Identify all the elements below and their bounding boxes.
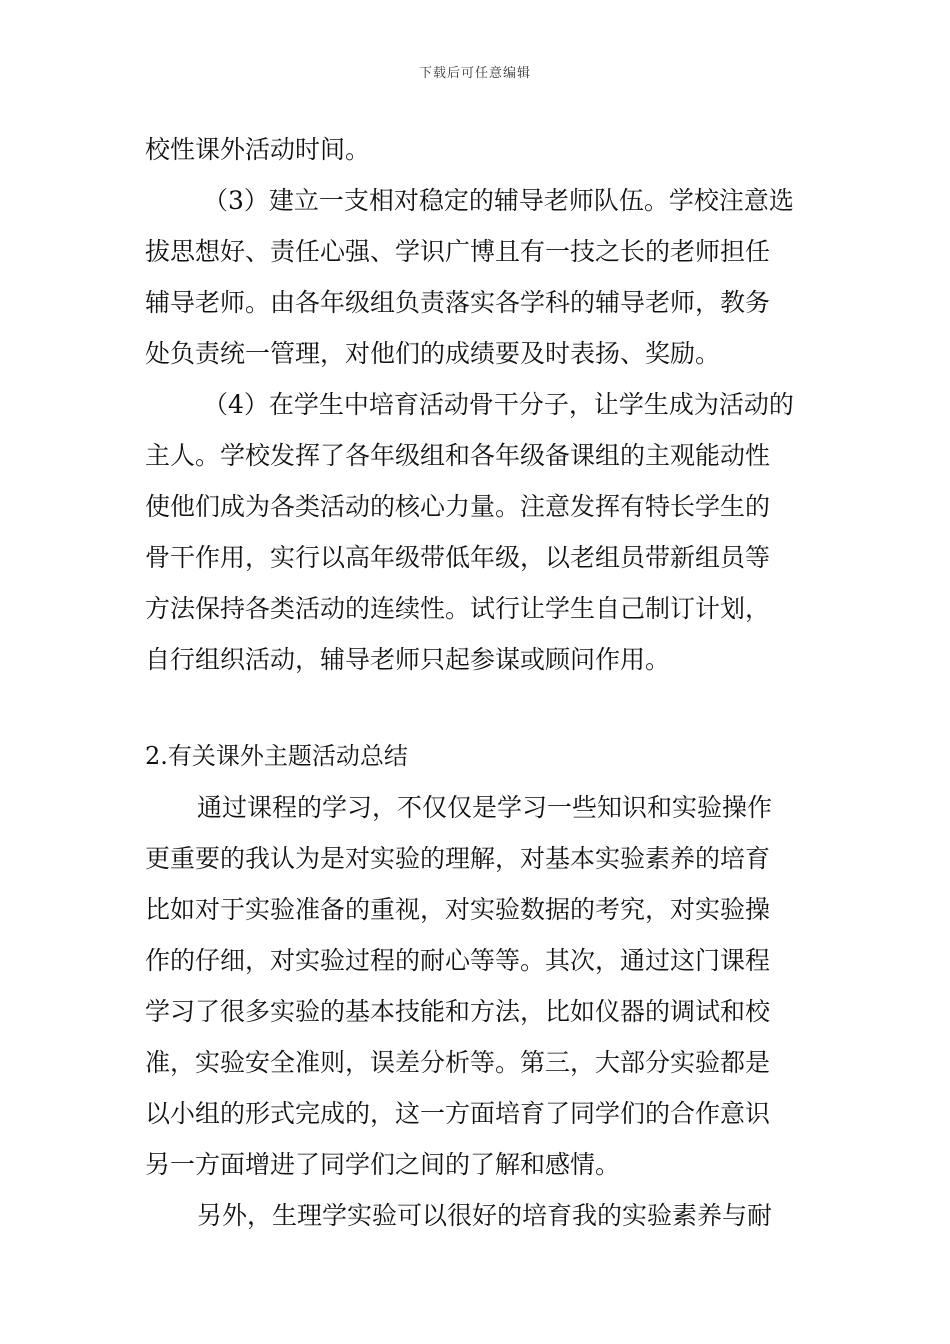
paragraph-line: 以小组的形式完成的，这一方面培育了同学们的合作意识: [145, 1099, 771, 1128]
page-header: 下载后可任意编辑: [418, 66, 531, 81]
paragraph-line: 使他们成为各类活动的核心力量。注意发挥有特长学生的: [145, 492, 771, 521]
paragraph-line: 自行组织活动，辅导老师只起参谋或顾问作用。: [145, 645, 671, 674]
paragraph-line: 通过课程的学习，不仅仅是学习一些知识和实验操作: [197, 793, 773, 822]
paragraph-line: 主人。学校发挥了各年级组和各年级备课组的主观能动性: [145, 441, 771, 470]
paragraph-line: 准，实验安全准则，误差分析等。第三，大部分实验都是: [145, 1048, 771, 1077]
paragraph-line: 更重要的我认为是对实验的理解，对基本实验素养的培育: [145, 844, 771, 873]
paragraph-line: （3）建立一支相对稳定的辅导老师队伍。学校注意选: [203, 186, 794, 215]
paragraph-line: 比如对于实验准备的重视，对实验数据的考究，对实验操: [145, 895, 771, 924]
paragraph-line: 校性课外活动时间。: [145, 135, 371, 164]
paragraph-line: 辅导老师。由各年级组负责落实各学科的辅导老师，教务: [145, 288, 771, 317]
paragraph-line: 骨干作用，实行以高年级带低年级，以老组员带新组员等: [145, 543, 771, 572]
section-heading: 2.有关课外主题活动总结: [145, 742, 408, 770]
paragraph-line: 另一方面增进了同学们之间的了解和感情。: [145, 1150, 621, 1179]
paragraph-line: 处负责统一管理，对他们的成绩要及时表扬、奖励。: [145, 339, 721, 368]
section-gap: [145, 685, 809, 731]
paragraph-line: 方法保持各类活动的连续性。试行让学生自己制订计划，: [145, 594, 771, 623]
document-body: [145, 124, 809, 1241]
paragraph-line: 另外，生理学实验可以很好的培育我的实验素养与耐: [197, 1201, 773, 1230]
paragraph-line: 学习了很多实验的基本技能和方法，比如仪器的调试和校: [145, 997, 771, 1026]
paragraph-line: （4）在学生中培育活动骨干分子，让学生成为活动的: [203, 390, 794, 419]
paragraph-line: 作的仔细，对实验过程的耐心等等。其次，通过这门课程: [145, 946, 771, 975]
paragraph-line: 拔思想好、责任心强、学识广博且有一技之长的老师担任: [145, 237, 771, 266]
